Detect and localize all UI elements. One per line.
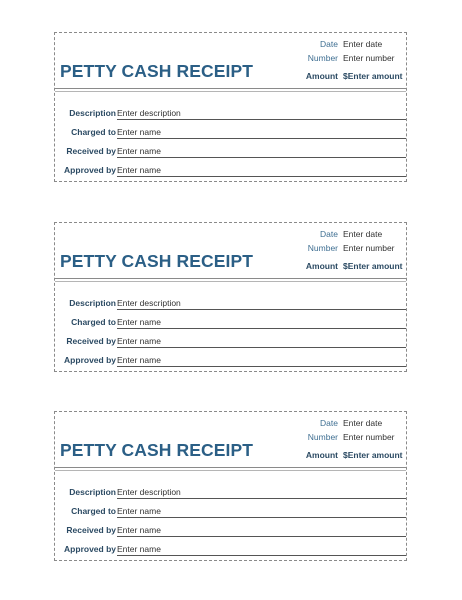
petty-cash-receipt [54, 222, 407, 372]
header-divider [55, 467, 406, 468]
received-by-field[interactable]: Enter name [117, 525, 406, 537]
date-field[interactable]: Enter date [343, 229, 383, 239]
received-by-row [55, 336, 406, 350]
date-label: Date [320, 229, 338, 239]
charged-to-row [55, 127, 406, 141]
receipt-title: PETTY CASH RECEIPT [60, 440, 254, 460]
charged-to-field[interactable]: Enter name [117, 506, 406, 518]
number-row [295, 432, 405, 445]
approved-by-label: Approved by [64, 165, 116, 175]
approved-by-label: Approved by [64, 544, 116, 554]
description-label: Description [69, 298, 116, 308]
number-row [295, 53, 405, 66]
header-divider [55, 88, 406, 89]
date-field[interactable]: Enter date [343, 418, 383, 428]
header-divider-secondary [55, 91, 406, 92]
header-divider-secondary [55, 470, 406, 471]
amount-row [295, 450, 405, 463]
approved-by-field[interactable]: Enter name [117, 165, 406, 177]
description-field[interactable]: Enter description [117, 487, 406, 499]
description-label: Description [69, 108, 116, 118]
amount-label: Amount [305, 261, 338, 271]
charged-to-field[interactable]: Enter name [117, 127, 406, 139]
amount-field[interactable]: $Enter amount [343, 450, 403, 460]
number-label: Number [307, 53, 338, 63]
number-field[interactable]: Enter number [343, 243, 395, 253]
received-by-label: Received by [66, 336, 116, 346]
charged-to-label: Charged to [71, 317, 116, 327]
number-row [295, 243, 405, 256]
petty-cash-receipt [54, 411, 407, 561]
received-by-row [55, 146, 406, 160]
petty-cash-receipt [54, 32, 407, 182]
amount-label: Amount [305, 450, 338, 460]
description-row [55, 487, 406, 501]
received-by-label: Received by [66, 146, 116, 156]
description-row [55, 298, 406, 312]
approved-by-row [55, 544, 406, 558]
date-row [295, 418, 405, 431]
charged-to-label: Charged to [71, 127, 116, 137]
approved-by-field[interactable]: Enter name [117, 355, 406, 367]
approved-by-label: Approved by [64, 355, 116, 365]
number-label: Number [307, 243, 338, 253]
description-field[interactable]: Enter description [117, 298, 406, 310]
date-row [295, 229, 405, 242]
date-label: Date [320, 418, 338, 428]
header-divider-secondary [55, 281, 406, 282]
received-by-field[interactable]: Enter name [117, 146, 406, 158]
number-field[interactable]: Enter number [343, 53, 395, 63]
description-label: Description [69, 487, 116, 497]
amount-label: Amount [305, 71, 338, 81]
description-field[interactable]: Enter description [117, 108, 406, 120]
header-divider [55, 278, 406, 279]
received-by-row [55, 525, 406, 539]
approved-by-field[interactable]: Enter name [117, 544, 406, 556]
date-field[interactable]: Enter date [343, 39, 383, 49]
receipt-title: PETTY CASH RECEIPT [60, 251, 254, 271]
description-row [55, 108, 406, 122]
charged-to-field[interactable]: Enter name [117, 317, 406, 329]
charged-to-row [55, 506, 406, 520]
date-row [295, 39, 405, 52]
receipt-title: PETTY CASH RECEIPT [60, 61, 254, 81]
amount-field[interactable]: $Enter amount [343, 71, 403, 81]
amount-row [295, 71, 405, 84]
approved-by-row [55, 355, 406, 369]
charged-to-row [55, 317, 406, 331]
date-label: Date [320, 39, 338, 49]
received-by-label: Received by [66, 525, 116, 535]
amount-row [295, 261, 405, 274]
amount-field[interactable]: $Enter amount [343, 261, 403, 271]
approved-by-row [55, 165, 406, 179]
received-by-field[interactable]: Enter name [117, 336, 406, 348]
charged-to-label: Charged to [71, 506, 116, 516]
number-label: Number [307, 432, 338, 442]
number-field[interactable]: Enter number [343, 432, 395, 442]
